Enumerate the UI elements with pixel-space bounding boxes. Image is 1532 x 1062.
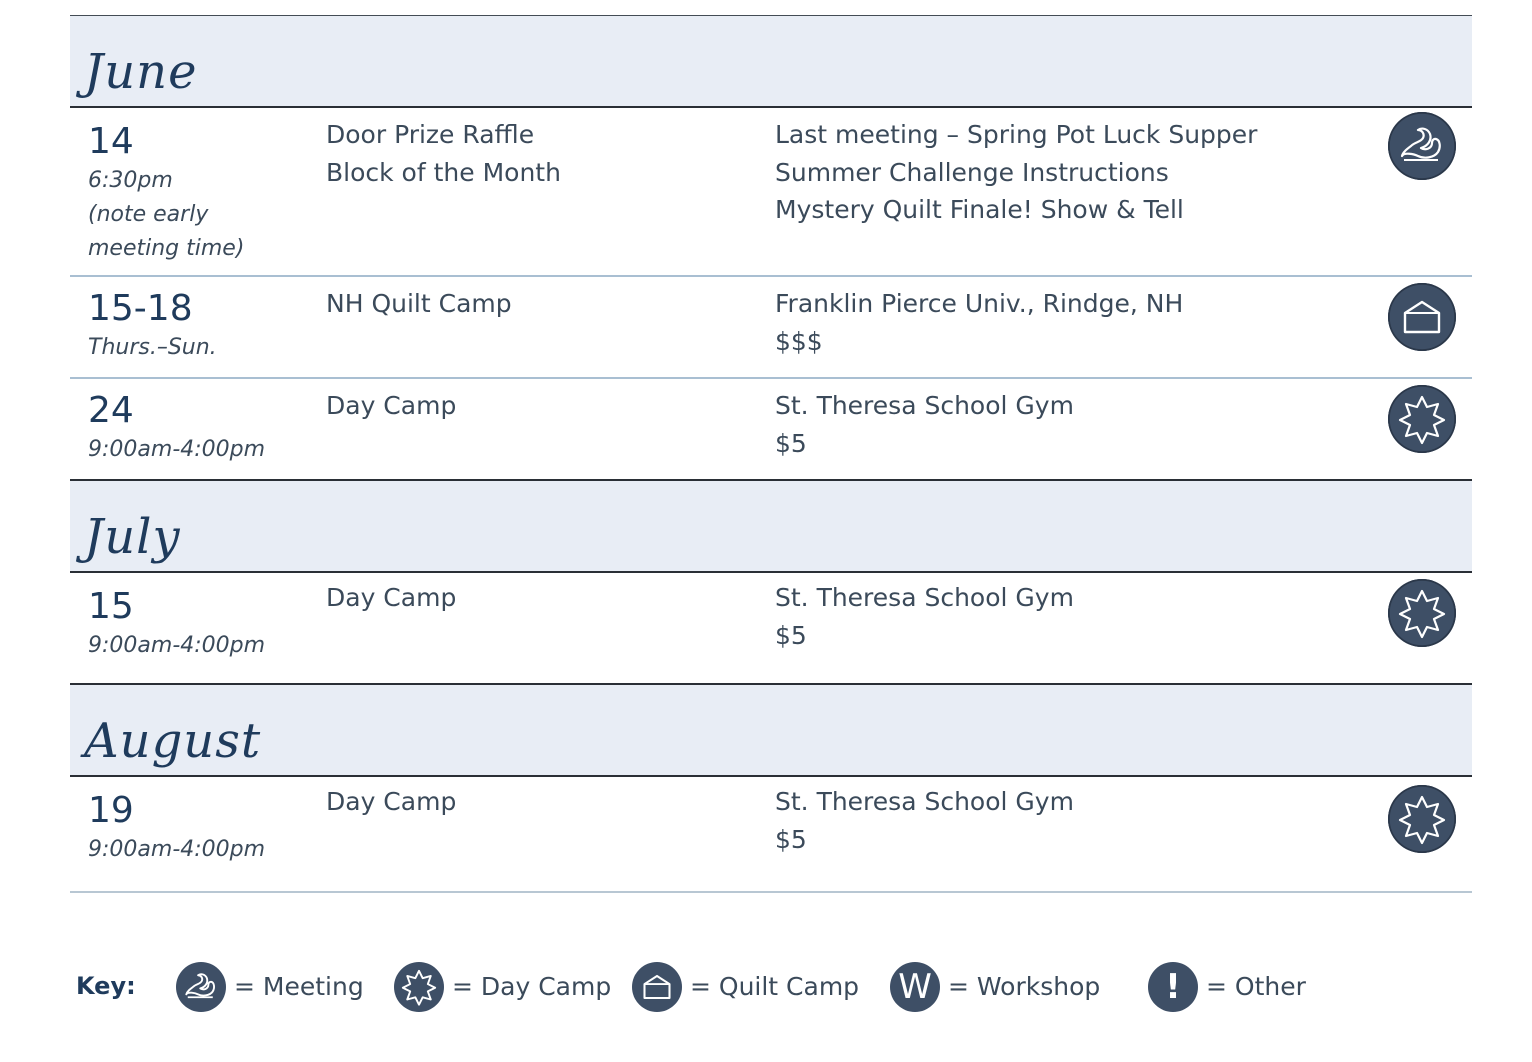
event-title: Day Camp	[326, 391, 457, 420]
event-detail: St. Theresa School Gym	[775, 391, 1074, 420]
event-date: 15	[88, 586, 134, 627]
event-time: 6:30pm	[88, 168, 173, 193]
event-detail: $5	[775, 824, 807, 854]
day-camp-icon	[1388, 785, 1456, 853]
event-detail-cell	[775, 387, 1375, 462]
key-label: Key:	[76, 972, 136, 1000]
event-title: Day Camp	[326, 787, 457, 816]
event-detail-cell	[775, 285, 1375, 360]
workshop-icon	[890, 962, 940, 1012]
event-detail: Summer Challenge Instructions	[775, 157, 1169, 187]
event-time-note: meeting time)	[88, 236, 245, 261]
event-title: Day Camp	[326, 583, 457, 612]
event-detail: $5	[775, 428, 807, 458]
meeting-icon	[1388, 112, 1456, 180]
event-detail-cell	[775, 116, 1375, 229]
event-title-cell	[326, 783, 746, 821]
key-text: = Meeting	[234, 972, 364, 1001]
month-title: July	[84, 509, 181, 565]
event-date-cell	[88, 120, 308, 266]
key-text: = Day Camp	[452, 972, 612, 1001]
event-row	[70, 777, 1472, 893]
event-title: NH Quilt Camp	[326, 289, 512, 318]
event-title-cell	[326, 579, 746, 617]
event-row	[70, 379, 1472, 481]
event-time: 9:00am-4:00pm	[88, 633, 266, 658]
month-header-august	[70, 685, 1472, 777]
day-camp-icon	[1388, 385, 1456, 453]
event-detail: $5	[775, 620, 807, 650]
event-date: 14	[88, 121, 134, 162]
day-camp-icon	[394, 962, 444, 1012]
event-row	[70, 573, 1472, 685]
key-text: = Workshop	[948, 972, 1101, 1001]
quilt-camp-icon	[1388, 283, 1456, 351]
event-title-cell	[326, 285, 746, 323]
event-title-cell	[326, 387, 746, 425]
event-detail: $$$	[775, 326, 823, 356]
day-camp-icon	[1388, 579, 1456, 647]
quilt-camp-icon	[632, 962, 682, 1012]
event-title: Door Prize Raffle	[326, 120, 535, 149]
event-detail: Franklin Pierce Univ., Rindge, NH	[775, 289, 1184, 318]
workshop-letter: W	[898, 967, 932, 1007]
month-header-june	[70, 15, 1472, 108]
event-time-note: (note early	[88, 202, 209, 227]
icon-key	[76, 962, 1376, 1014]
month-title: August	[84, 713, 262, 769]
event-title-cell	[326, 116, 746, 191]
event-time: Thurs.–Sun.	[88, 335, 217, 360]
event-detail: St. Theresa School Gym	[775, 583, 1074, 612]
event-date-cell	[88, 287, 308, 365]
event-date-cell	[88, 389, 308, 467]
event-detail: Last meeting – Spring Pot Luck Supper	[775, 120, 1258, 149]
key-text: = Quilt Camp	[690, 972, 860, 1001]
other-letter: !	[1165, 967, 1181, 1007]
other-icon	[1148, 962, 1198, 1012]
event-title: Block of the Month	[326, 157, 561, 187]
event-date: 19	[88, 790, 134, 831]
month-header-july	[70, 481, 1472, 573]
event-time: 9:00am-4:00pm	[88, 437, 266, 462]
key-text: = Other	[1206, 972, 1306, 1001]
event-date: 24	[88, 390, 134, 431]
event-time: 9:00am-4:00pm	[88, 837, 266, 862]
event-detail-cell	[775, 579, 1375, 654]
event-date-cell	[88, 585, 308, 663]
event-row	[70, 277, 1472, 379]
month-title: June	[84, 44, 198, 100]
event-row	[70, 108, 1472, 277]
event-date-cell	[88, 789, 308, 867]
schedule-sheet	[70, 15, 1472, 893]
event-detail: St. Theresa School Gym	[775, 787, 1074, 816]
event-detail: Mystery Quilt Finale! Show & Tell	[775, 195, 1184, 224]
event-date: 15-18	[88, 288, 193, 329]
meeting-icon	[176, 962, 226, 1012]
event-detail-cell	[775, 783, 1375, 858]
